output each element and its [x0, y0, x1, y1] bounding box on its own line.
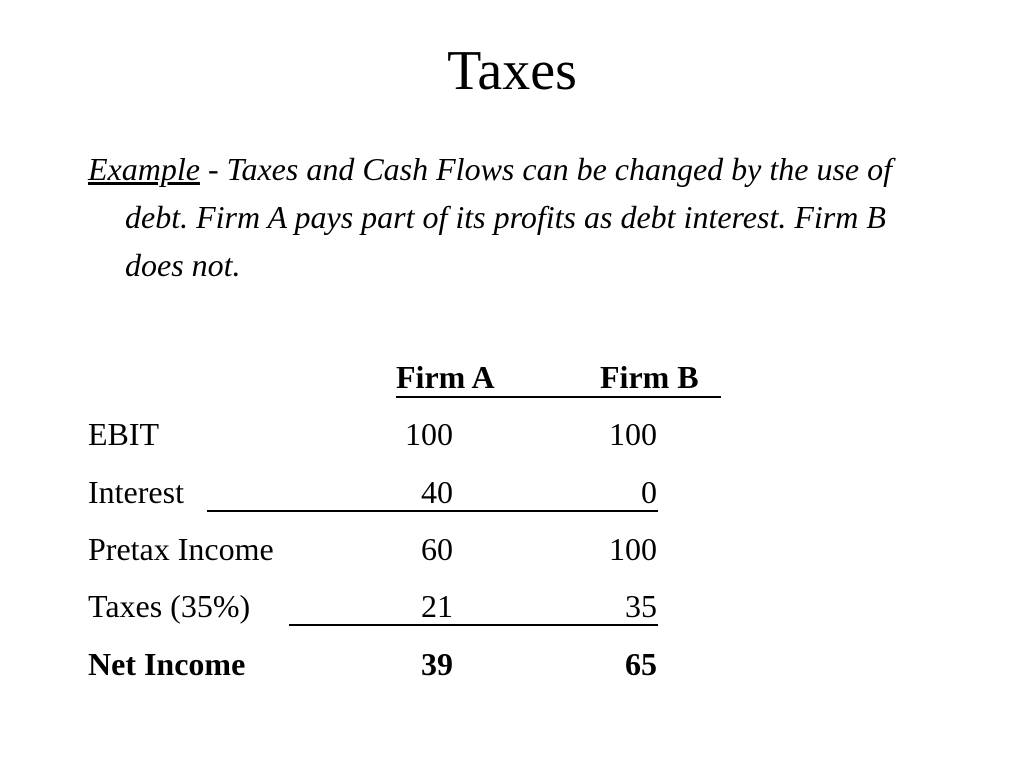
row-label-net-income: Net Income	[88, 646, 246, 682]
interest-row-underline	[207, 510, 658, 512]
row-net-income-firm-b: 65	[625, 646, 657, 682]
example-label: Example	[88, 151, 200, 187]
firm-b-header: Firm B	[600, 359, 699, 395]
row-interest-firm-a: 40	[421, 474, 453, 510]
taxes-row-underline	[289, 624, 658, 626]
row-pretax-income-firm-b: 100	[609, 531, 657, 567]
slide-title: Taxes	[447, 40, 577, 102]
row-label-taxes: Taxes (35%)	[88, 588, 251, 624]
row-label-ebit: EBIT	[88, 416, 160, 452]
row-taxes-firm-a: 21	[421, 588, 453, 624]
row-taxes-firm-b: 35	[625, 588, 657, 624]
example-description: - Taxes and Cash Flows can be changed by the use of debt. Firm A pays part of its profits as debt interest. Firm B does not.	[125, 151, 893, 283]
row-pretax-income-firm-a: 60	[421, 531, 453, 567]
row-label-pretax-income: Pretax Income	[88, 531, 274, 567]
row-net-income-firm-a: 39	[421, 646, 453, 682]
row-ebit-firm-b: 100	[609, 416, 657, 452]
firm-a-header: Firm A	[396, 359, 495, 395]
row-label-interest: Interest	[88, 474, 184, 510]
header-underline	[396, 396, 721, 398]
row-interest-firm-b: 0	[641, 474, 657, 510]
row-ebit-firm-a: 100	[405, 416, 453, 452]
